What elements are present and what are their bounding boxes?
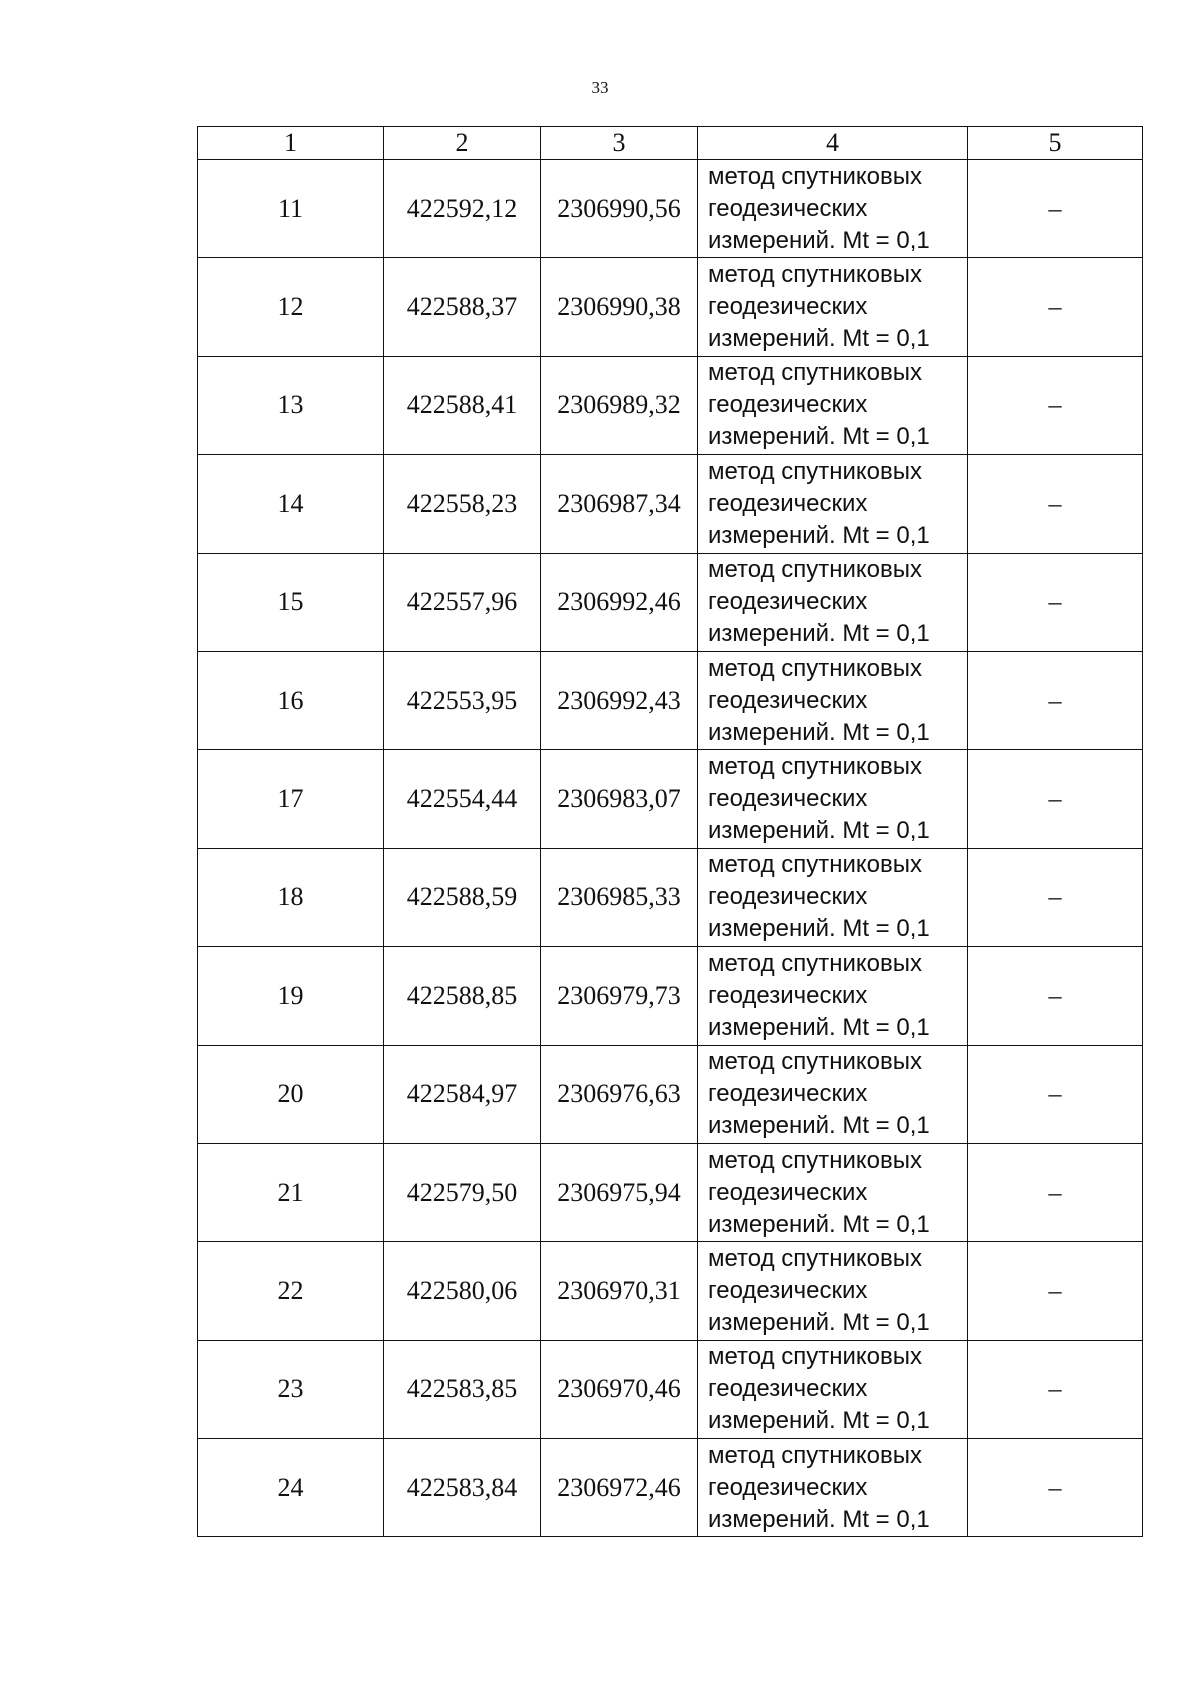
x-coordinate-cell: 422584,97 (384, 1045, 541, 1143)
method-line-3: измерений. Mt = 0,1 (708, 718, 930, 746)
x-coordinate-cell: 422554,44 (384, 750, 541, 848)
description-cell: – (968, 947, 1143, 1045)
y-coordinate-cell: 2306990,56 (541, 160, 698, 258)
table-row (198, 356, 1143, 454)
table-row (198, 1045, 1143, 1143)
method-line-3: измерений. Mt = 0,1 (708, 1407, 930, 1435)
table-row (198, 1340, 1143, 1438)
x-coordinate-cell: 422588,41 (384, 356, 541, 454)
x-coordinate-cell: 422579,50 (384, 1143, 541, 1241)
header-col-5: 5 (968, 127, 1143, 160)
method-line-3: измерений. Mt = 0,1 (708, 1505, 930, 1533)
description-cell: – (968, 553, 1143, 651)
header-col-3: 3 (541, 127, 698, 160)
y-coordinate-cell: 2306983,07 (541, 750, 698, 848)
method-cell (698, 1340, 968, 1438)
method-line-3: измерений. Mt = 0,1 (708, 915, 930, 943)
point-number-cell: 20 (198, 1045, 384, 1143)
x-coordinate-cell: 422580,06 (384, 1242, 541, 1340)
method-cell (698, 651, 968, 749)
point-number-cell: 22 (198, 1242, 384, 1340)
y-coordinate-cell: 2306975,94 (541, 1143, 698, 1241)
x-coordinate-cell: 422558,23 (384, 455, 541, 553)
method-line-1: метод спутниковых (708, 654, 923, 682)
page-number: 33 (591, 78, 609, 97)
point-number-cell: 19 (198, 947, 384, 1045)
x-coordinate-cell: 422588,37 (384, 258, 541, 356)
method-cell (698, 1439, 968, 1537)
table-row (198, 1143, 1143, 1241)
y-coordinate-cell: 2306976,63 (541, 1045, 698, 1143)
method-line-2: геодезических (708, 588, 868, 616)
method-line-2: геодезических (708, 686, 868, 714)
method-line-3: измерений. Mt = 0,1 (708, 1112, 930, 1140)
method-line-3: измерений. Mt = 0,1 (708, 226, 930, 254)
table-row (198, 553, 1143, 651)
description-cell: – (968, 1340, 1143, 1438)
table-row (198, 1242, 1143, 1340)
method-line-3: измерений. Mt = 0,1 (708, 1013, 930, 1041)
point-number-cell: 12 (198, 258, 384, 356)
table-header (198, 127, 1143, 160)
method-line-1: метод спутниковых (708, 556, 923, 584)
method-line-1: метод спутниковых (708, 949, 923, 977)
method-line-2: геодезических (708, 194, 868, 222)
y-coordinate-cell: 2306970,46 (541, 1340, 698, 1438)
y-coordinate-cell: 2306985,33 (541, 848, 698, 946)
table-row (198, 651, 1143, 749)
table-row (198, 258, 1143, 356)
method-line-2: геодезических (708, 489, 868, 517)
method-line-2: геодезических (708, 1178, 868, 1206)
method-line-2: геодезических (708, 1276, 868, 1304)
method-cell (698, 947, 968, 1045)
method-line-2: геодезических (708, 1473, 868, 1501)
method-line-1: метод спутниковых (708, 1441, 923, 1469)
method-line-3: измерений. Mt = 0,1 (708, 1210, 930, 1238)
point-number-cell: 23 (198, 1340, 384, 1438)
y-coordinate-cell: 2306989,32 (541, 356, 698, 454)
description-cell: – (968, 750, 1143, 848)
method-cell (698, 258, 968, 356)
point-number-cell: 24 (198, 1439, 384, 1537)
method-cell (698, 750, 968, 848)
header-row (198, 127, 1143, 160)
x-coordinate-cell: 422553,95 (384, 651, 541, 749)
point-number-cell: 18 (198, 848, 384, 946)
y-coordinate-cell: 2306987,34 (541, 455, 698, 553)
table-body (198, 160, 1143, 1537)
x-coordinate-cell: 422583,84 (384, 1439, 541, 1537)
method-line-1: метод спутниковых (708, 359, 923, 387)
y-coordinate-cell: 2306992,46 (541, 553, 698, 651)
method-line-1: метод спутниковых (708, 753, 923, 781)
method-line-1: метод спутниковых (708, 851, 923, 879)
description-cell: – (968, 1045, 1143, 1143)
point-number-cell: 15 (198, 553, 384, 651)
method-line-3: измерений. Mt = 0,1 (708, 521, 930, 549)
description-cell: – (968, 455, 1143, 553)
x-coordinate-cell: 422588,85 (384, 947, 541, 1045)
table-row (198, 947, 1143, 1045)
method-cell (698, 455, 968, 553)
method-line-3: измерений. Mt = 0,1 (708, 325, 930, 353)
method-line-2: геодезических (708, 785, 868, 813)
method-cell (698, 356, 968, 454)
x-coordinate-cell: 422592,12 (384, 160, 541, 258)
y-coordinate-cell: 2306970,31 (541, 1242, 698, 1340)
method-line-2: геодезических (708, 293, 868, 321)
method-line-1: метод спутниковых (708, 261, 923, 289)
method-line-2: геодезических (708, 391, 868, 419)
y-coordinate-cell: 2306990,38 (541, 258, 698, 356)
method-line-3: измерений. Mt = 0,1 (708, 423, 930, 451)
y-coordinate-cell: 2306972,46 (541, 1439, 698, 1537)
method-line-2: геодезических (708, 1375, 868, 1403)
description-cell: – (968, 356, 1143, 454)
table-row (198, 455, 1143, 553)
description-cell: – (968, 1439, 1143, 1537)
method-cell (698, 1242, 968, 1340)
y-coordinate-cell: 2306992,43 (541, 651, 698, 749)
method-line-1: метод спутниковых (708, 1048, 923, 1076)
coordinates-table (197, 126, 1143, 1537)
y-coordinate-cell: 2306979,73 (541, 947, 698, 1045)
method-line-1: метод спутниковых (708, 162, 923, 190)
description-cell: – (968, 848, 1143, 946)
method-line-1: метод спутниковых (708, 457, 923, 485)
method-line-3: измерений. Mt = 0,1 (708, 620, 930, 648)
description-cell: – (968, 160, 1143, 258)
method-line-3: измерений. Mt = 0,1 (708, 1308, 930, 1336)
table-row (198, 750, 1143, 848)
description-cell: – (968, 258, 1143, 356)
description-cell: – (968, 1143, 1143, 1241)
method-line-1: метод спутниковых (708, 1146, 923, 1174)
table-row (198, 160, 1143, 258)
point-number-cell: 17 (198, 750, 384, 848)
point-number-cell: 14 (198, 455, 384, 553)
method-line-1: метод спутниковых (708, 1244, 923, 1272)
point-number-cell: 16 (198, 651, 384, 749)
method-cell (698, 1045, 968, 1143)
description-cell: – (968, 651, 1143, 749)
point-number-cell: 21 (198, 1143, 384, 1241)
method-cell (698, 553, 968, 651)
method-line-2: геодезических (708, 1080, 868, 1108)
x-coordinate-cell: 422588,59 (384, 848, 541, 946)
point-number-cell: 11 (198, 160, 384, 258)
method-line-1: метод спутниковых (708, 1343, 923, 1371)
header-col-4: 4 (698, 127, 968, 160)
method-cell (698, 160, 968, 258)
method-line-3: измерений. Mt = 0,1 (708, 817, 930, 845)
method-cell (698, 1143, 968, 1241)
point-number-cell: 13 (198, 356, 384, 454)
description-cell: – (968, 1242, 1143, 1340)
method-line-2: геодезических (708, 883, 868, 911)
method-cell (698, 848, 968, 946)
header-col-1: 1 (198, 127, 384, 160)
x-coordinate-cell: 422557,96 (384, 553, 541, 651)
table-row (198, 848, 1143, 946)
header-col-2: 2 (384, 127, 541, 160)
x-coordinate-cell: 422583,85 (384, 1340, 541, 1438)
method-line-2: геодезических (708, 981, 868, 1009)
table-row (198, 1439, 1143, 1537)
